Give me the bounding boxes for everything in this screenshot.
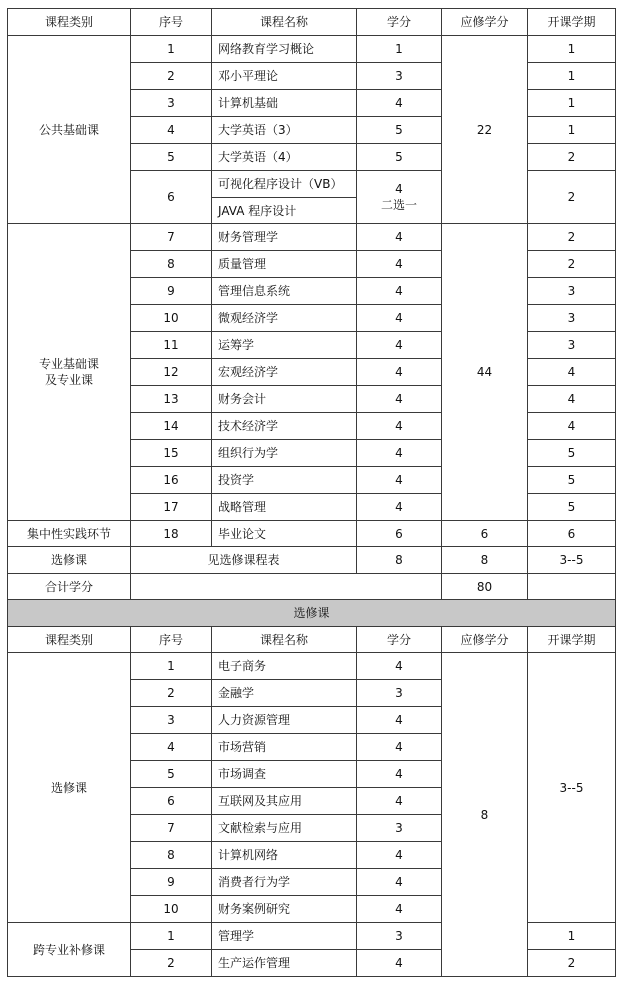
row-term: 3 [528,278,616,305]
row-name: 互联网及其应用 [212,788,357,815]
row-no: 17 [131,494,212,521]
row-name: 大学英语（4） [212,144,357,171]
row-credit: 4 [357,869,442,896]
header-no: 序号 [131,9,212,36]
row-name: 消费者行为学 [212,869,357,896]
category-public: 公共基础课 [8,36,131,224]
row-no: 2 [131,950,212,977]
elective-summary-name: 见选修课程表 [131,547,357,574]
row-credit: 5 [357,144,442,171]
row-no: 10 [131,305,212,332]
row-name: 管理学 [212,923,357,950]
row-credit: 4 [357,413,442,440]
row-name: 市场调查 [212,761,357,788]
row-no: 1 [131,36,212,63]
row-credit: 1 [357,36,442,63]
row-credit: 4 [357,305,442,332]
row-no: 12 [131,359,212,386]
row-name: 宏观经济学 [212,359,357,386]
total-empty [131,574,442,600]
row-credit: 8 [357,547,442,574]
row-name: 财务案例研究 [212,896,357,923]
row-term: 1 [528,923,616,950]
total-term-empty [528,574,616,600]
row-name: 计算机基础 [212,90,357,117]
row-no: 7 [131,224,212,251]
row-term: 2 [528,224,616,251]
credit-value: 4 [395,182,403,196]
row-no: 10 [131,896,212,923]
credit-note: 二选一 [380,198,417,212]
category-practice: 集中性实践环节 [8,521,131,547]
header-row [8,627,616,653]
row-term: 6 [528,521,616,547]
row-term: 1 [528,90,616,117]
row-credit: 4 [357,788,442,815]
row-no: 18 [131,521,212,547]
row-no: 7 [131,815,212,842]
category-major-line2: 及专业课 [44,373,93,387]
row-name: 财务管理学 [212,224,357,251]
row-name: 邓小平理论 [212,63,357,90]
table-row [8,36,616,63]
table-row [8,653,616,680]
row-name: 金融学 [212,680,357,707]
row-no: 5 [131,144,212,171]
row-term: 3 [528,332,616,359]
row-name: 投资学 [212,467,357,494]
required-major: 44 [442,224,528,521]
row-credit: 5 [357,117,442,144]
category-major [8,224,131,521]
row-term: 2 [528,950,616,977]
category-elective: 选修课 [8,653,131,923]
header-row [8,9,616,36]
header-category: 课程类别 [8,627,131,653]
row-name: 可视化程序设计（VB） [212,171,357,198]
row-name: 技术经济学 [212,413,357,440]
row-term: 1 [528,36,616,63]
row-no: 5 [131,761,212,788]
category-major-line1: 专业基础课 [38,357,99,371]
row-name: 毕业论文 [212,521,357,547]
header-credit: 学分 [357,627,442,653]
row-term: 3--5 [528,547,616,574]
curriculum-table [7,8,616,977]
row-no: 2 [131,63,212,90]
row-no: 9 [131,278,212,305]
row-term: 2 [528,251,616,278]
row-credit: 4 [357,842,442,869]
row-no: 1 [131,923,212,950]
row-no: 6 [131,788,212,815]
row-no: 15 [131,440,212,467]
row-credit: 4 [357,90,442,117]
row-credit-choice [357,171,442,224]
row-credit: 4 [357,359,442,386]
row-name: 财务会计 [212,386,357,413]
row-credit: 4 [357,734,442,761]
row-credit: 3 [357,680,442,707]
table-row [8,224,616,251]
row-name: 战略管理 [212,494,357,521]
term-elective: 3--5 [528,653,616,923]
row-term: 4 [528,386,616,413]
row-name: 文献检索与应用 [212,815,357,842]
row-no: 6 [131,171,212,224]
row-name: 大学英语（3） [212,117,357,144]
row-no: 9 [131,869,212,896]
row-credit: 4 [357,494,442,521]
row-credit: 4 [357,896,442,923]
required-public: 22 [442,36,528,224]
total-required: 80 [442,574,528,600]
row-term: 3 [528,305,616,332]
row-term: 4 [528,359,616,386]
total-label: 合计学分 [8,574,131,600]
header-required: 应修学分 [442,9,528,36]
header-name: 课程名称 [212,9,357,36]
row-name: 市场营销 [212,734,357,761]
section-title-row [8,600,616,627]
row-name: 质量管理 [212,251,357,278]
row-term: 2 [528,144,616,171]
row-no: 3 [131,90,212,117]
row-credit: 4 [357,467,442,494]
row-credit: 4 [357,440,442,467]
row-credit: 4 [357,707,442,734]
row-no: 1 [131,653,212,680]
row-credit: 3 [357,815,442,842]
header-no: 序号 [131,627,212,653]
row-credit: 3 [357,923,442,950]
header-term: 开课学期 [528,9,616,36]
row-no: 2 [131,680,212,707]
required-elective-summary: 8 [442,547,528,574]
row-credit: 4 [357,224,442,251]
header-category: 课程类别 [8,9,131,36]
row-credit: 4 [357,761,442,788]
row-credit: 4 [357,278,442,305]
row-name: 人力资源管理 [212,707,357,734]
total-row [8,574,616,600]
row-name: 组织行为学 [212,440,357,467]
row-name: 生产运作管理 [212,950,357,977]
elective-section-title: 选修课 [8,600,616,627]
row-credit: 4 [357,386,442,413]
row-no: 13 [131,386,212,413]
header-name: 课程名称 [212,627,357,653]
row-no: 8 [131,842,212,869]
required-practice: 6 [442,521,528,547]
category-cross: 跨专业补修课 [8,923,131,977]
row-credit: 4 [357,251,442,278]
row-name: JAVA 程序设计 [212,198,357,224]
row-term: 1 [528,63,616,90]
row-no: 8 [131,251,212,278]
row-no: 16 [131,467,212,494]
row-name: 计算机网络 [212,842,357,869]
row-no: 4 [131,734,212,761]
row-term: 1 [528,117,616,144]
row-name: 网络教育学习概论 [212,36,357,63]
row-no: 3 [131,707,212,734]
table-row [8,547,616,574]
row-term: 2 [528,171,616,224]
row-term: 5 [528,494,616,521]
table-row [8,521,616,547]
row-term: 5 [528,440,616,467]
header-credit: 学分 [357,9,442,36]
required-elective: 8 [442,653,528,977]
row-credit: 4 [357,332,442,359]
category-elective-summary: 选修课 [8,547,131,574]
header-term: 开课学期 [528,627,616,653]
row-no: 4 [131,117,212,144]
row-name: 运筹学 [212,332,357,359]
row-no: 14 [131,413,212,440]
row-credit: 4 [357,950,442,977]
row-credit: 3 [357,63,442,90]
row-name: 管理信息系统 [212,278,357,305]
row-credit: 4 [357,653,442,680]
header-required: 应修学分 [442,627,528,653]
row-term: 5 [528,467,616,494]
row-credit: 6 [357,521,442,547]
row-no: 11 [131,332,212,359]
row-term: 4 [528,413,616,440]
row-name: 微观经济学 [212,305,357,332]
row-name: 电子商务 [212,653,357,680]
